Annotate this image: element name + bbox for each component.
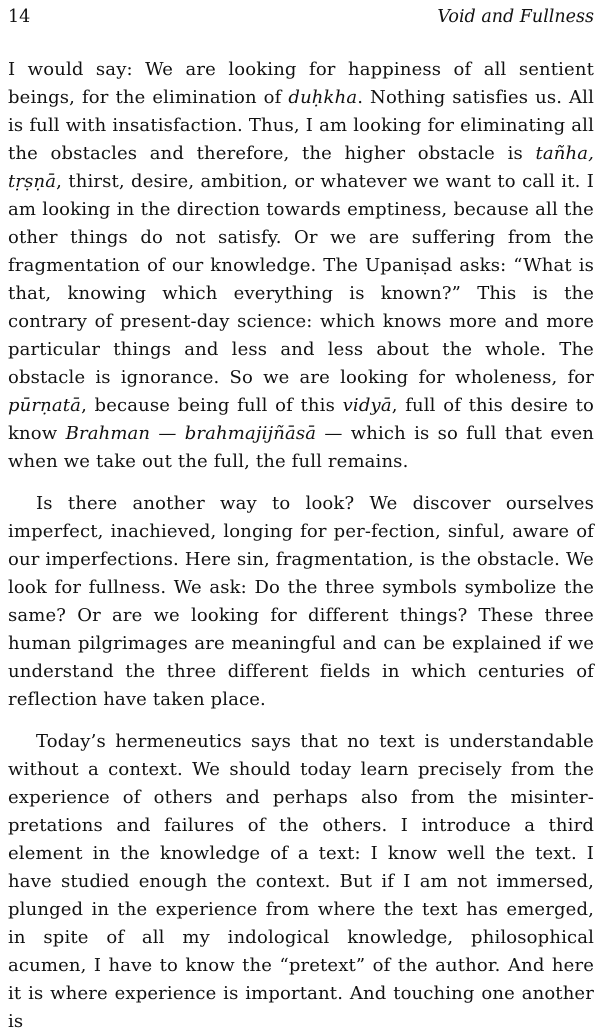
page-number: 14 [8, 7, 31, 27]
paragraph-1: I would say: We are looking for happiness of all sentient beings, for the elimination of duḥkha. Nothing satisfies us. All is full with insatisfaction. Thus, I am looking for eliminating all the obstacles and therefore, the higher obstacle is tañha, tṛṣṇā, thirst, desire, ambition, or whatever we want to call it. I am looking in the direction towards emptiness, because all the other things do not satisfy. Or we are suffering from the fragmentation of our knowledge. The Upaniṣad asks: “What is that, knowing which everything is known?” This is the contrary of present-day science: which knows more and more particular things and less and less about the whole. The obstacle is ignorance. So we are looking for wholeness, for pūrṇatā, because being full of this vidyā, full of this desire to know Brahman — brahmajijñāsā — which is so full that even when we take out the full, the full remains. [8, 59, 595, 472]
italic-term: duḥkha [288, 87, 358, 108]
italic-term: tañha, tṛṣṇā [8, 143, 594, 192]
italic-term: brahmajijñāsā [184, 423, 317, 444]
italic-term: vidyā [342, 395, 392, 416]
running-title: Void and Fullness [437, 7, 594, 27]
book-page [8, 0, 595, 1032]
body-text [8, 56, 594, 1036]
running-header [8, 0, 594, 34]
paragraph-3: Today’s hermeneutics says that no text is understandable without a context. We should today learn precisely from the experience of others and perhaps also from the misinter-pretations and failures of the others. I introduce a third element in the knowledge of a text: I know well the text. I have studied enough the context. But if I am not immersed, plunged in the experience from where the text has emerged, in spite of all my indological knowledge, philosophical acumen, I have to know the “pretext” of the author. And here it is where experience is important. And touching one another is [8, 731, 594, 1032]
italic-term: pūrṇatā [8, 395, 82, 416]
paragraph-2: Is there another way to look? We discover ourselves imperfect, inachieved, longing for per-fection, sinful, aware of our imperfections. Here sin, fragmentation, is the obstacle. We look for fullness. We ask: Do the three symbols symbolize the same? Or are we looking for different things? These three human pilgrimages are meaningful and can be explained if we understand the three different fields in which centuries of reflection have taken place. [8, 493, 594, 710]
italic-term: Brahman [65, 423, 151, 444]
